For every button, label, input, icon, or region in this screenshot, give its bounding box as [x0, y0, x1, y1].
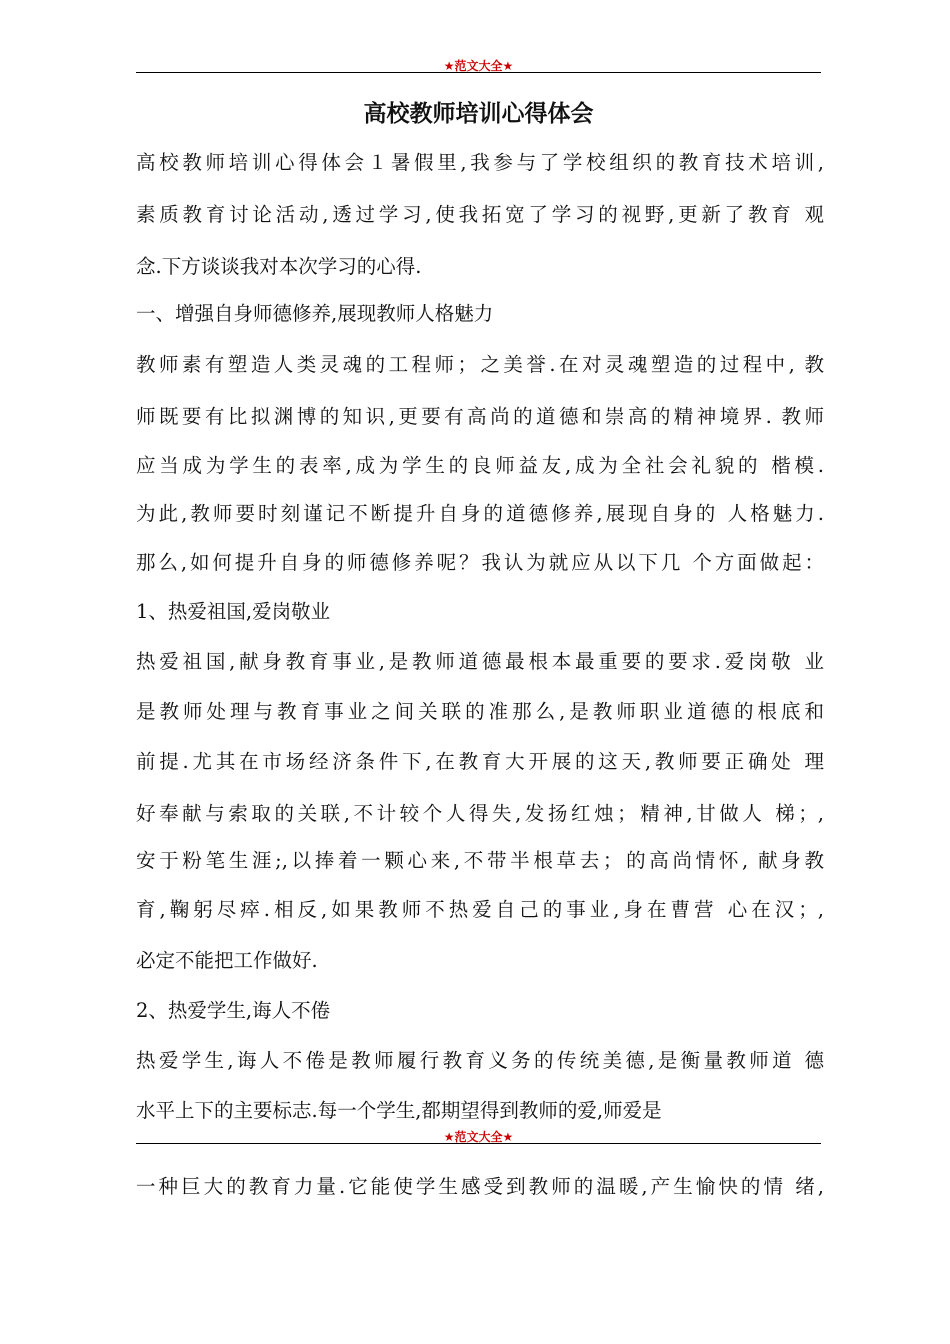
body-line: 水平上下的主要标志.每一个学生,都期望得到教师的爱,师爱是: [136, 1099, 662, 1122]
body-line: 那么,如何提升自身的师德修养呢？我认为就应从以下几 个方面做起：: [136, 551, 824, 574]
body-line: 应当成为学生的表率,成为学生的良师益友,成为全社会礼貌的 楷模.: [136, 454, 824, 477]
body-line: 热爱祖国,献身教育事业,是教师道德最根本最重要的要求.爱岗敬 业: [136, 650, 824, 673]
section-heading: 一、增强自身师德修养,展现教师人格魅力: [136, 302, 494, 325]
subsection-heading: 1、热爱祖国,爱岗敬业: [136, 600, 331, 623]
body-line: 是教师处理与教育事业之间关联的准那么,是教师职业道德的根底和: [136, 700, 824, 723]
body-line: 念.下方谈谈我对本次学习的心得.: [136, 255, 422, 278]
body-line: 育,鞠躬尽瘁.相反,如果教师不热爱自己的事业,身在曹营 心在汉；,: [136, 898, 824, 921]
body-line: 为此,教师要时刻谨记不断提升自身的道德修养,展现自身的 人格魅力.: [136, 502, 824, 525]
header-label: ★范文大全★: [443, 59, 514, 73]
body-line: 教师素有塑造人类灵魂的工程师；之美誉.在对灵魂塑造的过程中, 教: [136, 353, 824, 376]
body-line: 好奉献与索取的关联,不计较个人得失,发扬红烛；精神,甘做人 梯；,: [136, 802, 824, 825]
body-line: 安于粉笔生涯;,以捧着一颗心来,不带半根草去；的高尚情怀, 献身教: [136, 849, 824, 872]
body-line: 前提.尤其在市场经济条件下,在教育大开展的这天,教师要正确处 理: [136, 750, 824, 773]
body-line: 必定不能把工作做好.: [136, 949, 318, 972]
body-line: 素质教育讨论活动,透过学习,使我拓宽了学习的视野,更新了教育 观: [136, 203, 824, 226]
footer-label: ★范文大全★: [443, 1130, 514, 1144]
header-rule: [136, 72, 821, 73]
subsection-heading: 2、热爱学生,诲人不倦: [136, 999, 331, 1022]
body-line: 一种巨大的教育力量.它能使学生感受到教师的温暖,产生愉快的情 绪,: [136, 1175, 824, 1198]
body-line: 热爱学生,诲人不倦是教师履行教育义务的传统美德,是衡量教师道 德: [136, 1049, 824, 1072]
page-title: 高校教师培训心得体会: [363, 101, 594, 127]
body-line: 师既要有比拟渊博的知识,更要有高尚的道德和崇高的精神境界. 教师: [136, 405, 824, 428]
body-line: 高校教师培训心得体会１暑假里,我参与了学校组织的教育技术培训,: [136, 151, 824, 174]
